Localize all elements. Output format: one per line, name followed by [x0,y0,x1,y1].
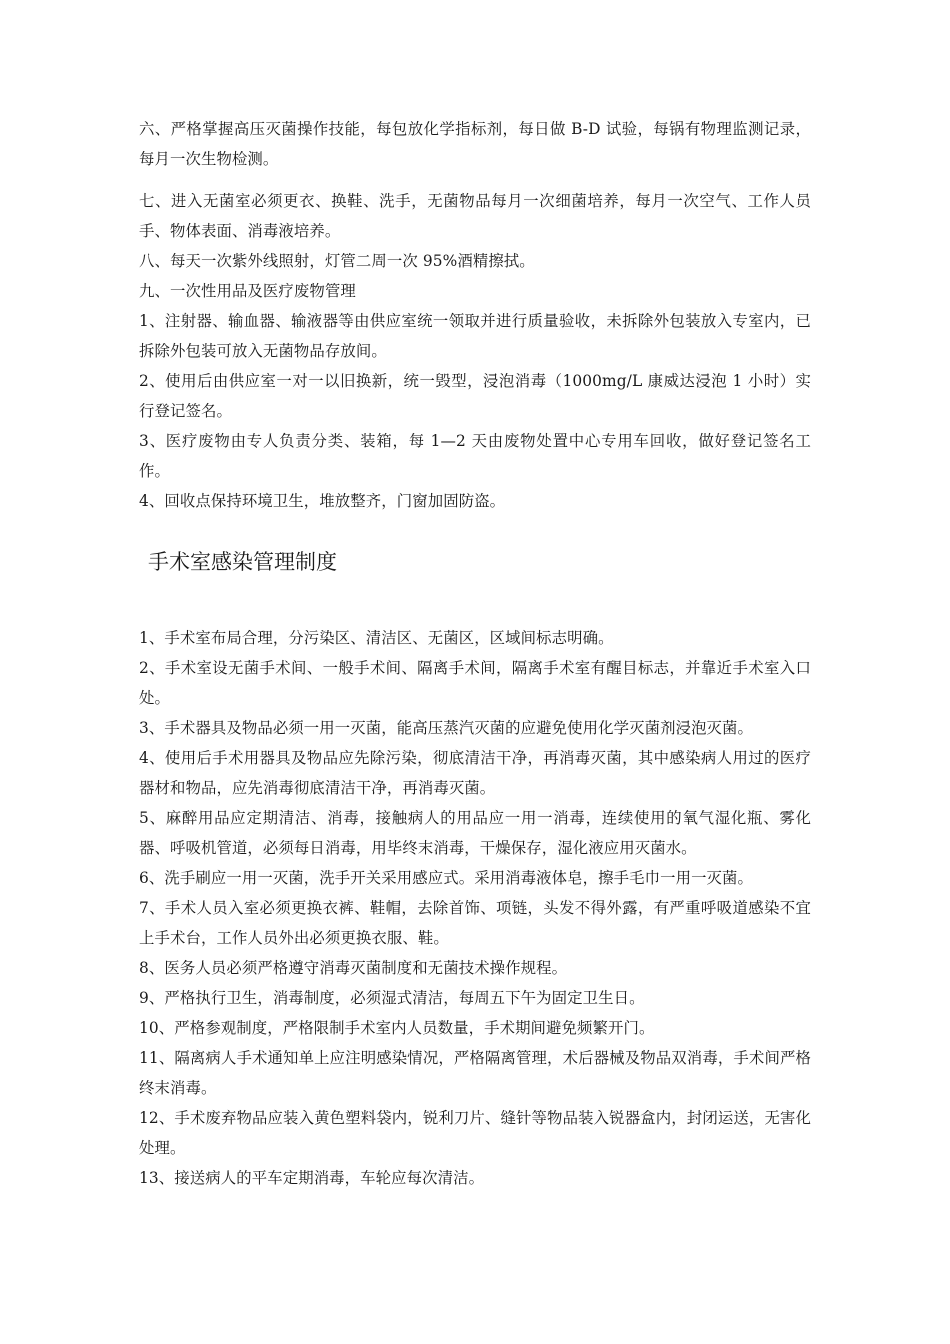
rule-item-8: 8、医务人员必须严格遵守消毒灭菌制度和无菌技术操作规程。 [139,959,568,977]
rule-item-11: 11、隔离病人手术通知单上应注明感染情况，严格隔离管理，术后器械及物品双消毒，手术间严格终末消毒。 [139,1049,811,1097]
rule-item-5: 5、麻醉用品应定期清洁、消毒，接触病人的用品应一用一消毒，连续使用的氧气湿化瓶、雾化器、呼吸机管道，必须每日消毒，用毕终末消毒，干燥保存，湿化液应用灭菌水。 [139,809,811,857]
paragraph-item-6: 六、严格掌握高压灭菌操作技能，每包放化学指标剂，每日做 B-D 试验，每锅有物理监测记录，每月一次生物检测。 [139,120,811,168]
rule-item-6: 6、洗手刷应一用一灭菌，洗手开关采用感应式。采用消毒液体皂，擦手毛巾一用一灭菌。 [139,869,754,887]
paragraph-subitem-1: 1、注射器、输血器、输液器等由供应室统一领取并进行质量验收，未拆除外包装放入专室内，已拆除外包装可放入无菌物品存放间。 [139,312,811,360]
section-title: 手术室感染管理制度 [148,550,337,574]
paragraph-subitem-3: 3、医疗废物由专人负责分类、装箱，每 1—2 天由废物处置中心专用车回收，做好登记签名工作。 [139,432,811,480]
paragraph-subitem-4: 4、回收点保持环境卫生，堆放整齐，门窗加固防盗。 [139,492,506,510]
paragraph-item-7: 七、进入无菌室必须更衣、换鞋、洗手，无菌物品每月一次细菌培养，每月一次空气、工作人员手、物体表面、消毒液培养。 [139,192,811,240]
rule-item-13: 13、接送病人的平车定期消毒，车轮应每次清洁。 [139,1169,485,1187]
rule-list [139,623,811,1193]
rule-item-1: 1、手术室布局合理，分污染区、清洁区、无菌区，区域间标志明确。 [139,629,614,647]
rule-item-3: 3、手术器具及物品必须一用一灭菌，能高压蒸汽灭菌的应避免使用化学灭菌剂浸泡灭菌。 [139,719,754,737]
rule-item-2: 2、手术室设无菌手术间、一般手术间、隔离手术间，隔离手术室有醒目标志，并靠近手术室入口处。 [139,659,811,707]
paragraph-item-8: 八、每天一次紫外线照射，灯管二周一次 95%酒精擦拭。 [139,252,535,270]
paragraph-subitem-2: 2、使用后由供应室一对一以旧换新，统一毁型，浸泡消毒（1000mg/L 康威达浸泡 1 小时）实行登记签名。 [139,372,811,420]
paragraph-item-9: 九、一次性用品及医疗废物管理 [139,282,356,300]
rule-item-4: 4、使用后手术用器具及物品应先除污染，彻底清洁干净，再消毒灭菌，其中感染病人用过的医疗器材和物品，应先消毒彻底清洁干净，再消毒灭菌。 [139,749,811,797]
rule-item-9: 9、严格执行卫生，消毒制度，必须湿式清洁，每周五下午为固定卫生日。 [139,989,645,1007]
document-page [139,114,811,1193]
rule-item-12: 12、手术废弃物品应装入黄色塑料袋内，锐利刀片、缝针等物品装入锐器盒内，封闭运送，无害化处理。 [139,1109,811,1157]
rule-item-7: 7、手术人员入室必须更换衣裤、鞋帽，去除首饰、项链，头发不得外露，有严重呼吸道感染不宜上手术台，工作人员外出必须更换衣服、鞋。 [139,899,811,947]
rule-item-10: 10、严格参观制度，严格限制手术室内人员数量，手术期间避免频繁开门。 [139,1019,655,1037]
